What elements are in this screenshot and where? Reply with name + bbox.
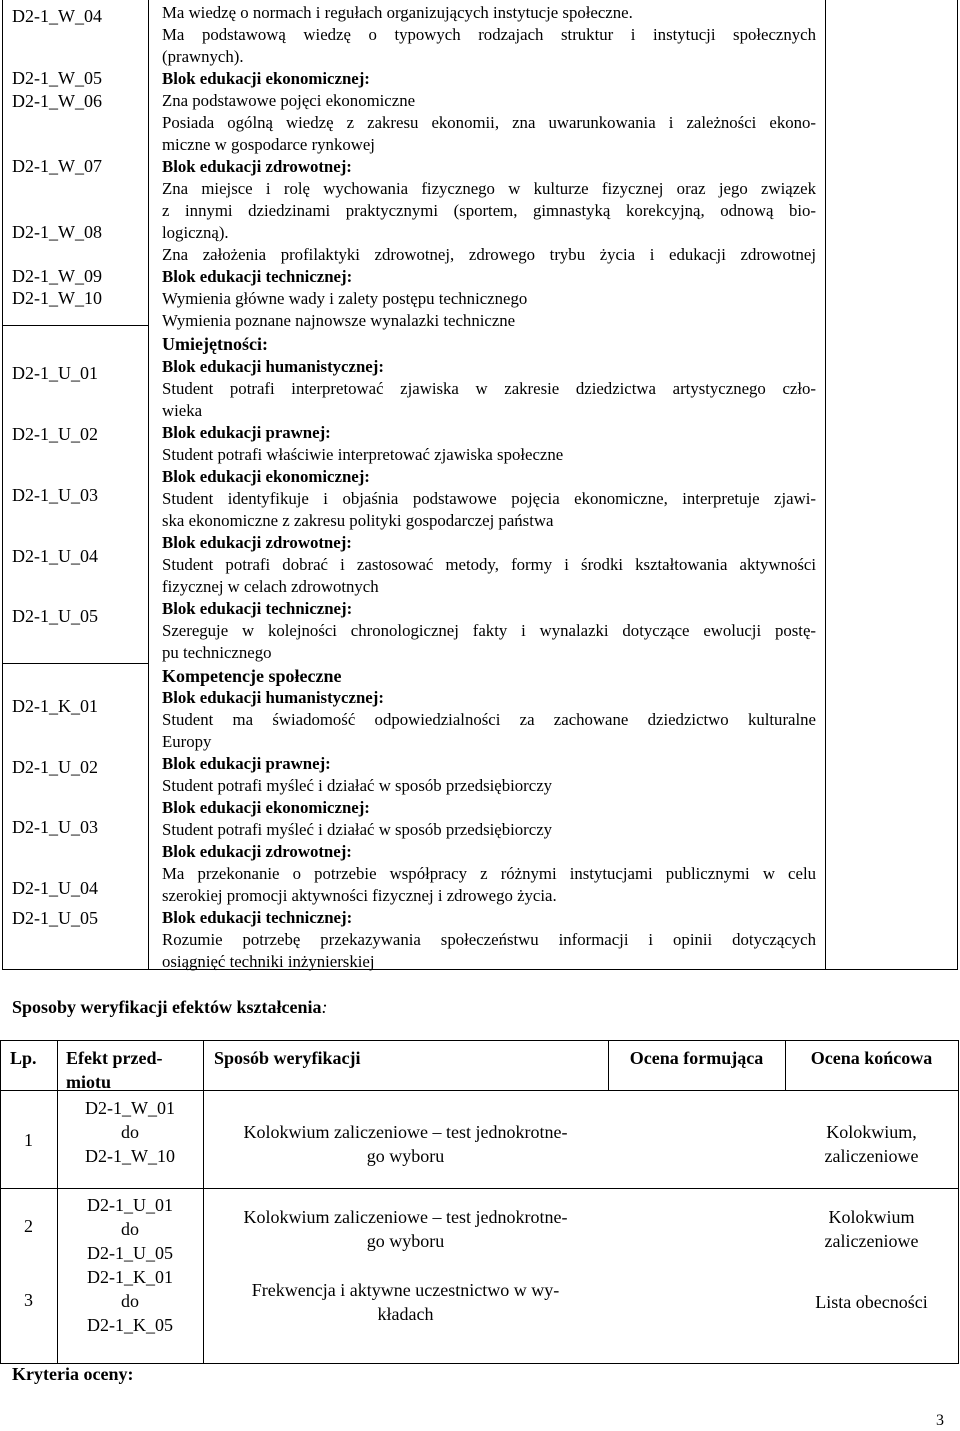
cell-sposob: kładach: [377, 1304, 434, 1324]
cell-efekt: do: [121, 1291, 139, 1311]
outcome-code: D2-1_U_05: [12, 908, 98, 928]
header-efekt-line1: Efekt przed-: [66, 1048, 163, 1068]
header-sposob: Sposób weryfikacji: [214, 1048, 361, 1068]
verification-heading-colon: :: [321, 997, 328, 1017]
cell-sposob: Kolokwium zaliczeniowe – test jednokrotne-: [243, 1122, 568, 1142]
cell-sposob: Frekwencja i aktywne uczestnictwo w wy-: [251, 1280, 560, 1300]
outcome-line: fizycznej w celach zdrowotnych: [162, 577, 379, 596]
outcome-line: wieka: [162, 401, 203, 420]
outcome-line: (prawnych).: [162, 47, 244, 66]
outcome-code: D2-1_U_01: [12, 363, 98, 383]
outcome-line: Student potrafi dobrać i zastosować metody, formy i środki kształtowania aktywności: [162, 555, 816, 574]
cell-efekt: do: [121, 1122, 139, 1142]
cell-lp: 1: [24, 1130, 33, 1150]
cell-efekt: D2-1_K_01: [87, 1267, 173, 1287]
table-border: [0, 1040, 1, 1363]
outcome-line: Student potrafi myśleć i działać w sposób przedsiębiorczy: [162, 776, 553, 795]
outcome-line: szerokiej promocji aktywności fizycznej i zdrowego życia.: [162, 886, 557, 905]
block-heading: Blok edukacji technicznej:: [162, 908, 353, 927]
cell-efekt: D2-1_W_01: [85, 1098, 175, 1118]
cell-koncowa: Kolokwium,: [826, 1122, 917, 1142]
outcome-line: Zna założenia profilaktyki zdrowotnej, zdrowego trybu życia i edukacji zdrowotnej: [162, 245, 816, 264]
outcome-line: Wymienia główne wady i zalety postępu technicznego: [162, 289, 528, 308]
outcome-line: Ma wiedzę o normach i regułach organizujących instytucje społeczne.: [162, 3, 633, 22]
row-divider: [2, 663, 149, 664]
outcome-line: logiczną).: [162, 223, 229, 242]
cell-sposob: Kolokwium zaliczeniowe – test jednokrotne-: [243, 1207, 568, 1227]
cell-efekt: do: [121, 1219, 139, 1239]
outcome-line: Europy: [162, 732, 212, 751]
verification-heading: [12, 997, 327, 1018]
outcome-code: D2-1_W_08: [12, 222, 102, 242]
cell-koncowa: zaliczeniowe: [824, 1146, 919, 1166]
cell-koncowa: Lista obecności: [815, 1292, 928, 1312]
outcome-code: D2-1_U_03: [12, 817, 98, 837]
page-number: 3: [936, 1412, 944, 1429]
outcome-line: Zna miejsce i rolę wychowania fizycznego w kulturze fizycznej oraz jego związek: [162, 179, 816, 198]
outcome-line: Student potrafi interpretować zjawiska w zakresie dziedzictwa artystycznego czło-: [162, 379, 816, 398]
block-heading: Blok edukacji technicznej:: [162, 267, 353, 286]
outcome-line: Zna podstawowe pojęci ekonomiczne: [162, 91, 416, 110]
outcome-line: Ma podstawową wiedzę o typowych rodzajach struktur i instytucji społecznych: [162, 25, 816, 44]
block-heading: Blok edukacji ekonomicznej:: [162, 69, 370, 88]
outcome-code: D2-1_U_03: [12, 485, 98, 505]
outcome-line: z innymi dziedzinami praktycznymi (sportem, gimnastyką korekcyjną, odnową bio-: [162, 201, 816, 220]
cell-sposob: go wyboru: [366, 1231, 445, 1251]
verification-heading-text: Sposoby weryfikacji efektów kształcenia: [12, 997, 322, 1017]
table-border: [0, 1363, 959, 1364]
outcome-line: osiągnięć techniki inżynierskiej: [162, 952, 375, 971]
outcome-line: miczne w gospodarce rynkowej: [162, 135, 375, 154]
outcome-line: Ma przekonanie o potrzebie współpracy z różnymi instytucjami publicznymi w celu: [162, 864, 816, 883]
outcome-line: Rozumie potrzebę przekazywania społeczeństwu informacji i opinii dotyczących: [162, 930, 816, 949]
block-heading: Blok edukacji humanistycznej:: [162, 688, 384, 707]
block-heading: Blok edukacji ekonomicznej:: [162, 467, 370, 486]
outcome-line: Student potrafi właściwie interpretować zjawiska społeczne: [162, 445, 564, 464]
section-heading: Umiejętności:: [162, 334, 268, 354]
outcome-code: D2-1_W_04: [12, 6, 102, 26]
cell-lp: 3: [24, 1290, 33, 1310]
block-heading: Blok edukacji prawnej:: [162, 423, 331, 442]
outcome-line: Posiada ogólną wiedzę z zakresu ekonomii, zna uwarunkowania i zależności ekono-: [162, 113, 816, 132]
outcome-line: ska ekonomiczne z zakresu polityki gospodarczej państwa: [162, 511, 554, 530]
outcome-code: D2-1_U_02: [12, 424, 98, 444]
column-divider: [148, 0, 149, 970]
cell-koncowa: zaliczeniowe: [824, 1231, 919, 1251]
header-ocena-koncowa: Ocena końcowa: [810, 1048, 933, 1068]
outcome-code: D2-1_W_05: [12, 68, 102, 88]
criteria-heading: Kryteria oceny:: [12, 1364, 134, 1384]
outcome-line: Szereguje w kolejności chronologicznej fakty i wynalazki dotyczące ewolucji postę-: [162, 621, 816, 640]
outcome-code: D2-1_W_06: [12, 91, 102, 111]
block-heading: Blok edukacji prawnej:: [162, 754, 331, 773]
block-heading: Blok edukacji zdrowotnej:: [162, 533, 352, 552]
row-divider: [2, 325, 149, 326]
cell-efekt: D2-1_K_05: [87, 1315, 173, 1335]
outcome-code: D2-1_W_10: [12, 288, 102, 308]
verification-table: [0, 1040, 960, 1363]
outcome-code: D2-1_U_02: [12, 757, 98, 777]
outcome-code: D2-1_W_09: [12, 266, 102, 286]
table-border: [0, 1040, 959, 1041]
table-border: [958, 1040, 959, 1363]
block-heading: Blok edukacji zdrowotnej:: [162, 157, 352, 176]
block-heading: Blok edukacji zdrowotnej:: [162, 842, 352, 861]
outcome-code: D2-1_U_04: [12, 546, 98, 566]
outcome-code: D2-1_U_05: [12, 606, 98, 626]
header-efekt-line2: miotu: [66, 1072, 111, 1092]
outcome-line: pu technicznego: [162, 643, 272, 662]
table-border: [0, 1188, 959, 1189]
outcome-line: Wymienia poznane najnowsze wynalazki techniczne: [162, 311, 516, 330]
cell-efekt: D2-1_U_01: [87, 1195, 173, 1215]
block-heading: Blok edukacji technicznej:: [162, 599, 353, 618]
cell-efekt: D2-1_W_10: [85, 1146, 175, 1166]
cell-sposob: go wyboru: [366, 1146, 445, 1166]
column-divider: [825, 0, 826, 970]
header-lp: Lp.: [10, 1048, 37, 1068]
cell-koncowa: Kolokwium: [828, 1207, 915, 1227]
header-ocena-formujaca: Ocena formująca: [629, 1048, 764, 1068]
outcome-code: D2-1_K_01: [12, 696, 98, 716]
outcome-code: D2-1_W_07: [12, 156, 102, 176]
cell-lp: 2: [24, 1216, 33, 1236]
block-heading: Blok edukacji ekonomicznej:: [162, 798, 370, 817]
outcome-line: Student ma świadomość odpowiedzialności za zachowane dziedzictwo kulturalne: [162, 710, 816, 729]
outcome-line: Student potrafi myśleć i działać w sposób przedsiębiorczy: [162, 820, 553, 839]
section-heading: Kompetencje społeczne: [162, 666, 342, 686]
outcome-line: Student identyfikuje i objaśnia podstawowe pojęcia ekonomiczne, interpretuje zjawi-: [162, 489, 816, 508]
table-border: [0, 1090, 959, 1091]
cell-efekt: D2-1_U_05: [87, 1243, 173, 1263]
outcome-code: D2-1_U_04: [12, 878, 98, 898]
block-heading: Blok edukacji humanistycznej:: [162, 357, 384, 376]
